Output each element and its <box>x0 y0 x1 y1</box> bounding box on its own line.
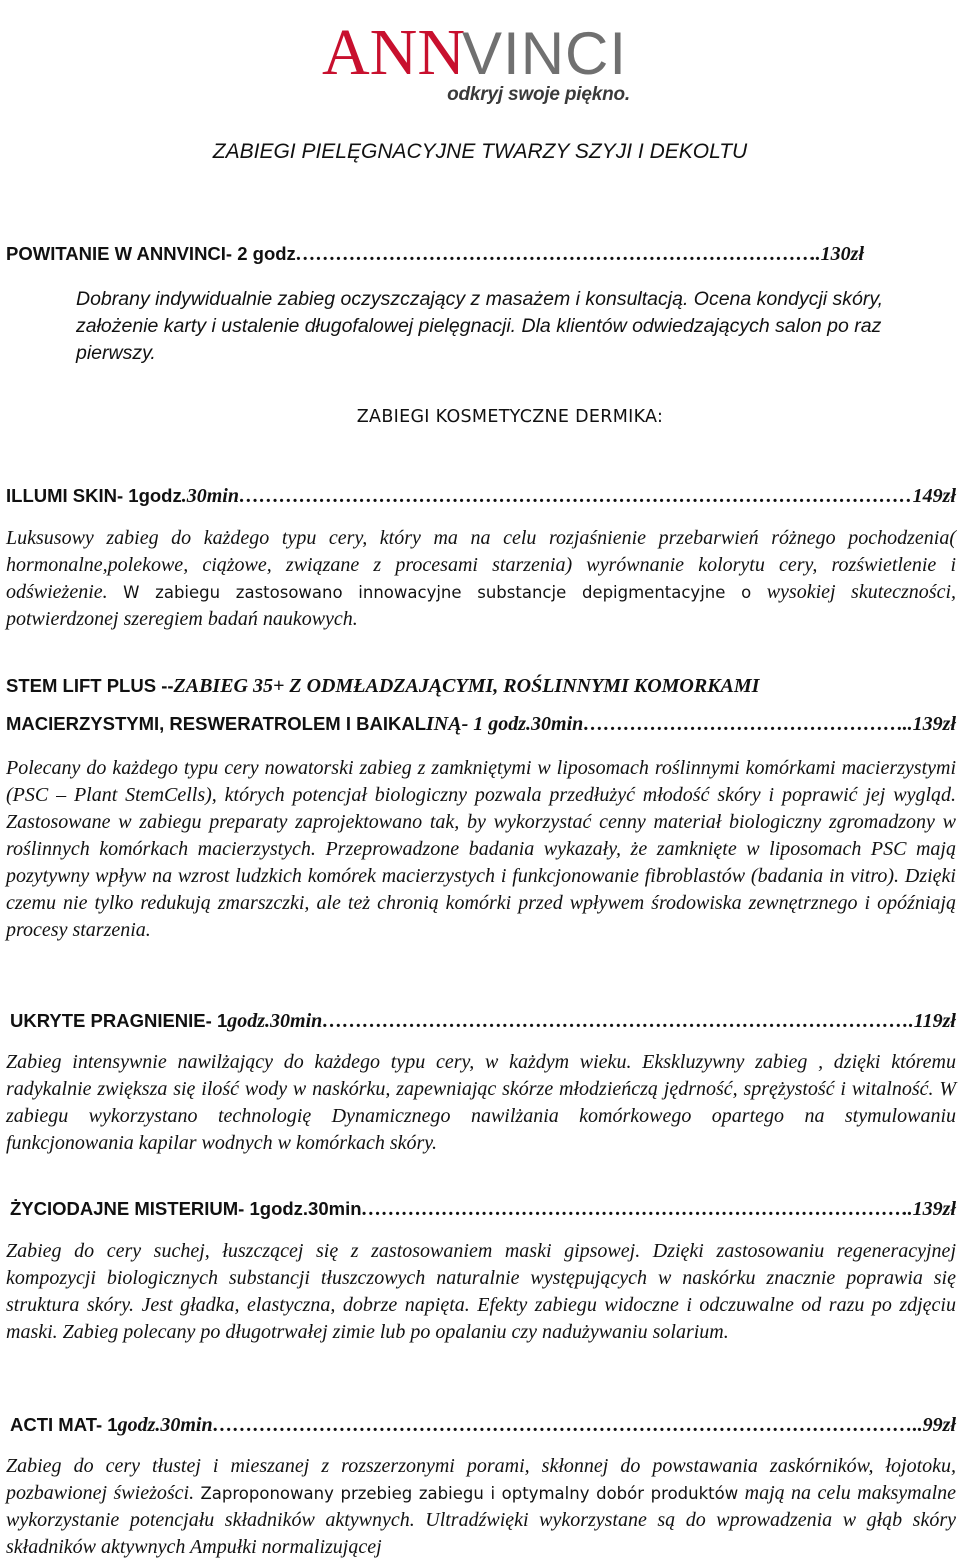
acti-heading <box>10 1414 956 1437</box>
zyciodajne-price: ..139zł <box>902 1198 956 1220</box>
welcome-heading <box>6 243 864 266</box>
ukryte-duration: godz.30min <box>227 1010 323 1032</box>
leader-dots <box>296 243 811 266</box>
acti-label: ACTI MAT- 1 <box>10 1414 118 1435</box>
leader-dots <box>322 1010 908 1033</box>
acti-description-end: mają na celu maksymalne wykorzystanie potencjału składników aktywnych. Ultradźwięki wykorzystane są do wprowadzenia w głąb skóry składników aktywnych Ampułki normalizującej <box>6 1482 957 1558</box>
illumi-heading <box>6 485 956 508</box>
stem-label-line2: MACIERZYSTYMI, RESWERATROLEM I BAIKAL <box>6 713 427 734</box>
stem-label-italic: ZABIEG 35+ Z ODMŁADZAJĄCYMI, ROŚLINNYMI KOMORKAMI <box>173 675 760 697</box>
ukryte-heading <box>10 1010 956 1033</box>
annvinci-logo <box>320 8 650 112</box>
leader-dots <box>213 1414 913 1437</box>
logo-ann: ANN <box>322 16 465 82</box>
stem-price: ..139zł <box>902 713 956 735</box>
welcome-label: POWITANIE W ANNVINCI- 2 godz <box>6 243 296 264</box>
page-title: ZABIEGI PIELĘGNACYJNE TWARZY SZYJI I DEKOLTU <box>212 140 748 163</box>
leader-dots <box>239 485 913 508</box>
stem-heading-line1 <box>6 675 759 698</box>
logo-wordmark <box>320 12 650 82</box>
section-title: ZABIEGI KOSMETYCZNE DERMIKA: <box>356 407 664 427</box>
ukryte-price: .119zł <box>908 1010 956 1032</box>
illumi-price: 149zł <box>912 485 956 507</box>
zyciodajne-heading <box>10 1198 956 1221</box>
welcome-price: ..130zł <box>810 243 864 265</box>
illumi-duration: .30min <box>181 485 239 507</box>
zyciodajne-description: Zabieg do cery suchej, łuszczącej się z zastosowaniem maski gipsowej. Dzięki zastosowaniu regeneracyjnej kompozycji biologicznych substancji tłuszczowych naturalnie występujących w naskórku znacznie poprawia się struktura skóry. Jest gładka, elastyczna, dobrze napięta. Efekty zabiegu widoczne i odczuwalne od razu po zdjęciu maski. Zabieg polecany po długotrwałej zimie lub po opalaniu czy nadużywaniu solarium. <box>6 1240 956 1343</box>
illumi-description-upright: W zabiegu zastosowano innowacyjne substancje depigmentacyjne o <box>123 583 752 602</box>
acti-price: ..99zł <box>912 1414 956 1436</box>
acti-duration: godz.30min <box>117 1414 213 1436</box>
leader-dots <box>583 713 902 736</box>
logo-vinci: VINCI <box>462 20 628 82</box>
stem-description: Polecany do każdego typu cery nowatorski zabieg z zamkniętymi w liposomach roślinnymi komórkami macierzystymi (PSC – Plant StemCells), których potencjał biologiczny pozwala przedłużyć młodość skóry i poprawić jej wygląd. Zastosowane w zabiegu preparaty zaprojektowano tak, by wykorzystać cenny materiał biologiczny zgromadzony w roślinnych komórkach macierzystych. Przeprowadzone badania wykazały, że zamknięte w liposomach PSC mają pozytywny wpływ na wzrost ludzkich komórek macierzystych i funkcjonowanie fibroblastów (badania in vitro). Dzięki czemu nie tylko redukują zmarszczki, ale też chronią komórki przed wpływem środowiska zewnętrznego i opóźniają procesy starzenia. <box>6 757 956 941</box>
acti-description-upright: Zaproponowany przebieg zabiegu i optymalny dobór produktów <box>200 1484 739 1503</box>
stem-label-bold: STEM LIFT PLUS -- <box>6 675 174 696</box>
leader-dots <box>362 1198 903 1221</box>
stem-heading-line2 <box>6 713 956 736</box>
illumi-description-end: wysokiej skuteczności, potwierdzonej szeregiem badań naukowych. <box>6 581 957 630</box>
welcome-description: Dobrany indywidualnie zabieg oczyszczający z masażem i konsultacją. Ocena kondycji skóry, założenie karty i ustalenie długofalowej pielęgnacji. Dla klientów odwiedzających salon po raz pierwszy. <box>76 288 884 364</box>
ukryte-description: Zabieg intensywnie nawilżający do każdego typu cery, w każdym wieku. Ekskluzywny zabieg , dzięki któremu radykalnie zwiększa się ilość wody w naskórku, zapewniając skórze młodzieńczą jędrność, sprężystość i witalność. W zabiegu wykorzystano technologię Dynamicznego nawilżania komórkowego opartego na stymulowaniu funkcjonowania kapilar wodnych w komórkach skóry. <box>6 1051 956 1154</box>
acti-description-text: Zabieg do cery tłustej i mieszanej z rozszerzonymi porami, skłonnej do powstawania zaskórników, łojotoku, pozbawionej świeżości. <box>6 1455 956 1504</box>
zyciodajne-label: ŻYCIODAJNE MISTERIUM- 1godz.30min <box>10 1198 362 1219</box>
illumi-description <box>6 525 956 633</box>
acti-description <box>6 1453 956 1561</box>
logo-tagline: odkryj swoje piękno. <box>447 84 630 105</box>
stem-duration: INĄ- 1 godz.30min <box>426 713 584 735</box>
illumi-label: ILLUMI SKIN- 1godz <box>6 485 182 506</box>
illumi-description-text: Luksusowy zabieg do każdego typu cery, który ma na celu rozjaśnienie przebarwień różnego pochodzenia( hormonalne,polekowe, ciążowe, związane z procesami starzenia) wyrównanie kolorytu cery, rozświetlenie i odświeżenie. <box>6 527 956 603</box>
ukryte-label: UKRYTE PRAGNIENIE- 1 <box>10 1010 228 1031</box>
